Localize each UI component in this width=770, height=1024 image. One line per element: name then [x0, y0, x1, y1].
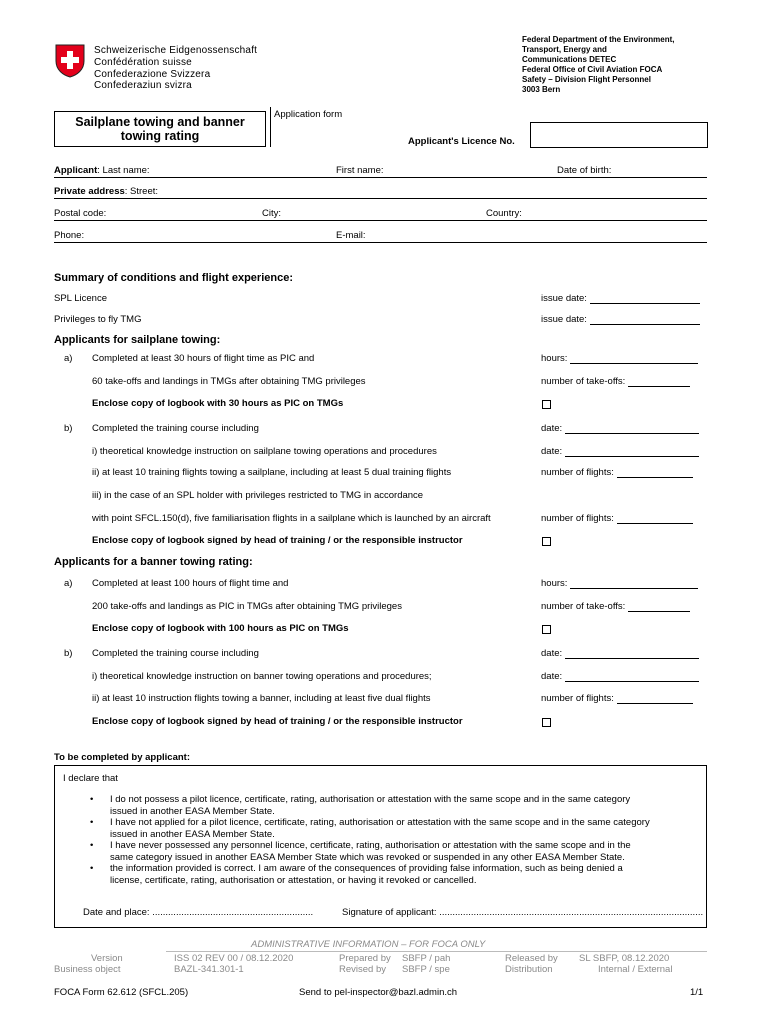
banner-takeoffs-field[interactable]: [541, 601, 690, 612]
takeoffs-label: number of take-offs:: [541, 376, 626, 387]
admin-released-label: Released by: [505, 953, 558, 964]
sail-a2-text: 60 take-offs and landings in TMGs after obtaining TMG privileges: [92, 376, 366, 387]
declaration-list: [90, 794, 700, 886]
admin-prepared-label: Prepared by: [339, 953, 391, 964]
tmg-privileges-label: Privileges to fly TMG: [54, 314, 142, 325]
declaration-text: I have not applied for a pilot licence, certificate, rating, authorisation or attestation with the same scope and in the same category: [110, 817, 650, 828]
issue-date-label: issue date:: [541, 314, 587, 325]
admin-distribution-value: Internal / External: [598, 964, 673, 975]
banner-b4-checkbox[interactable]: [542, 718, 551, 727]
dept-line: Federal Office of Civil Aviation FOCA: [522, 65, 663, 74]
admin-object-label: Business object: [54, 964, 121, 975]
sail-b4-text: iii) in the case of an SPL holder with privileges restricted to TMG in accordance: [92, 490, 424, 501]
flights-label: number of flights:: [541, 513, 614, 524]
sail-a1-text: Completed at least 30 hours of flight time as PIC and: [92, 353, 315, 364]
signature-field[interactable]: Signature of applicant: ....................................................................................................: [342, 907, 704, 918]
banner-b4-text: Enclose copy of logbook signed by head of training / or the responsible instructor: [92, 716, 463, 727]
confed-line: Confederazione Svizzera: [94, 68, 211, 80]
item-letter: b): [64, 648, 73, 659]
applicant-line[interactable]: [54, 177, 707, 178]
banner-heading: Applicants for a banner towing rating:: [54, 556, 253, 568]
declaration-text: I do not possess a pilot licence, certificate, rating, authorisation or attestation with the same scope and in the same category: [110, 794, 631, 805]
footer-form-number: FOCA Form 62.612 (SFCL.205): [54, 987, 189, 998]
sail-b2-date-field[interactable]: [541, 446, 699, 457]
declaration-item: [90, 863, 700, 886]
admin-prepared-value: SBFP / pah: [402, 953, 451, 964]
declaration-item: [90, 817, 700, 840]
bullet-icon: •: [90, 863, 94, 874]
flights-label: number of flights:: [541, 693, 614, 704]
sail-b6-text: Enclose copy of logbook signed by head of training / or the responsible instructor: [92, 535, 463, 546]
banner-b1-date-field[interactable]: [541, 648, 699, 659]
banner-b3-text: ii) at least 10 instruction flights towing a banner, including at least five dual flights: [92, 693, 431, 704]
sail-a3-checkbox[interactable]: [542, 400, 551, 409]
phone-line[interactable]: [54, 242, 707, 243]
department-address: [522, 35, 674, 95]
banner-a3-checkbox[interactable]: [542, 625, 551, 634]
hours-label: hours:: [541, 353, 568, 364]
application-form-label: Application form: [274, 109, 343, 120]
sail-b3-text: ii) at least 10 training flights towing a sailplane, including at least 5 dual training flights: [92, 467, 452, 478]
declaration-text: same category issued in another EASA Member State which was revoked or suspended in any other EASA Member State.: [110, 851, 625, 863]
banner-b2-text: i) theoretical knowledge instruction on banner towing operations and procedures;: [92, 671, 432, 682]
admin-revised-label: Revised by: [339, 964, 386, 975]
admin-divider: [166, 951, 707, 952]
spl-licence-label: SPL Licence: [54, 293, 107, 304]
date-label: date:: [541, 446, 563, 457]
declaration-text: the information provided is correct. I am aware of the consequences of providing false information, such as being denied a: [110, 863, 623, 874]
banner-b1-text: Completed the training course including: [92, 648, 259, 659]
bullet-icon: •: [90, 840, 94, 851]
sail-hours-field[interactable]: [541, 353, 698, 364]
takeoffs-label: number of take-offs:: [541, 601, 626, 612]
admin-released-value: SL SBFP, 08.12.2020: [579, 953, 670, 964]
confed-line: Schweizerische Eidgenossenschaft: [94, 45, 258, 56]
banner-b2-date-field[interactable]: [541, 671, 699, 682]
bullet-icon: •: [90, 817, 94, 828]
dept-line: Communications DETEC: [522, 55, 617, 64]
dept-line: 3003 Bern: [522, 85, 561, 94]
sailplane-heading: Applicants for sailplane towing:: [54, 334, 221, 346]
date-place-field[interactable]: Date and place: .............................................................: [83, 907, 314, 918]
item-letter: a): [64, 578, 73, 589]
date-of-birth-label: Date of birth:: [557, 165, 612, 176]
applicant-label: Applicant: [54, 165, 98, 176]
declaration-intro: I declare that: [63, 773, 118, 784]
email-label: E-mail:: [336, 230, 366, 241]
postal-line[interactable]: [54, 220, 707, 221]
confed-line: Confédération suisse: [94, 56, 192, 68]
banner-hours-field[interactable]: [541, 578, 698, 589]
confederation-names: [94, 45, 257, 92]
banner-a1-text: Completed at least 100 hours of flight time and: [92, 578, 289, 589]
date-label: date:: [541, 671, 563, 682]
sail-b1-date-field[interactable]: [541, 423, 699, 434]
postal-code-label: Postal code:: [54, 208, 107, 219]
date-label: date:: [541, 423, 563, 434]
first-name-label: First name:: [336, 165, 384, 176]
sail-b1-text: Completed the training course including: [92, 423, 259, 434]
tmg-issue-date[interactable]: [541, 314, 700, 325]
spl-issue-date[interactable]: [541, 293, 700, 304]
declaration-text: license, certificate, rating, authorisation or attestation, or having it revoked or cancelled.: [110, 874, 477, 886]
admin-version-label: Version: [91, 953, 123, 964]
item-letter: b): [64, 423, 73, 434]
sail-b5-text: with point SFCL.150(d), five familiarisation flights in a sailplane which is launched by an aircraft: [92, 513, 491, 524]
street-label: : Street:: [124, 186, 159, 197]
phone-label: Phone:: [54, 230, 85, 241]
street-line[interactable]: [54, 198, 707, 199]
declaration-text: issued in another EASA Member State.: [110, 805, 275, 817]
flights-label: number of flights:: [541, 467, 614, 478]
dept-line: Federal Department of the Environment,: [522, 35, 675, 44]
banner-b3-flights-field[interactable]: [541, 693, 693, 704]
form-title-line: towing rating: [120, 129, 200, 143]
sail-b5-flights-field[interactable]: [541, 513, 693, 524]
sail-takeoffs-field[interactable]: [541, 376, 690, 387]
declaration-text: I have never possessed any personnel licence, certificate, rating, authorisation or attestation with the same scope and in the: [110, 840, 631, 851]
admin-revised-value: SBFP / spe: [402, 964, 450, 975]
form-title-box: [54, 111, 266, 147]
dept-line: Transport, Energy and: [522, 45, 607, 54]
confed-line: Confederaziun svizra: [94, 80, 192, 92]
declaration-item: [90, 840, 700, 863]
declaration-item: [90, 794, 700, 817]
item-letter: a): [64, 353, 73, 364]
declaration-box: [54, 765, 707, 928]
sail-a3-text: Enclose copy of logbook with 30 hours as PIC on TMGs: [92, 398, 344, 409]
declaration-heading: To be completed by applicant:: [54, 752, 191, 763]
title-box-divider: [270, 107, 271, 147]
date-label: date:: [541, 648, 563, 659]
footer-page-number: 1/1: [690, 987, 704, 998]
applicant-row: [54, 165, 150, 176]
city-label: City:: [262, 208, 281, 219]
licence-number-field[interactable]: [530, 122, 708, 148]
private-address-label: Private address: [54, 186, 125, 197]
swiss-coat-of-arms: [55, 44, 85, 78]
licence-number-label: Applicant's Licence No.: [408, 136, 515, 147]
sail-b2-text: i) theoretical knowledge instruction on sailplane towing operations and procedures: [92, 446, 437, 457]
bullet-icon: •: [90, 794, 94, 805]
banner-a2-text: 200 take-offs and landings as PIC in TMGs after obtaining TMG privileges: [92, 601, 402, 612]
summary-heading: Summary of conditions and flight experience:: [54, 272, 293, 284]
sail-b3-flights-field[interactable]: [541, 467, 693, 478]
footer-send-to: Send to pel-inspector@bazl.admin.ch: [299, 987, 458, 998]
admin-object-value: BAZL-341.301-1: [174, 964, 244, 975]
private-address-row: [54, 186, 158, 197]
issue-date-label: issue date:: [541, 293, 587, 304]
hours-label: hours:: [541, 578, 568, 589]
admin-distribution-label: Distribution: [505, 964, 553, 975]
sail-b6-checkbox[interactable]: [542, 537, 551, 546]
banner-a3-text: Enclose copy of logbook with 100 hours as PIC on TMGs: [92, 623, 349, 634]
country-label: Country:: [486, 208, 522, 219]
dept-line: Safety – Division Flight Personnel: [522, 75, 651, 84]
admin-heading: ADMINISTRATIVE INFORMATION – FOR FOCA ONLY: [251, 939, 486, 950]
last-name-label: : Last name:: [97, 165, 150, 176]
admin-version-value: ISS 02 REV 00 / 08.12.2020: [174, 953, 294, 964]
declaration-text: issued in another EASA Member State.: [110, 828, 275, 840]
form-title-line: Sailplane towing and banner: [75, 115, 245, 129]
